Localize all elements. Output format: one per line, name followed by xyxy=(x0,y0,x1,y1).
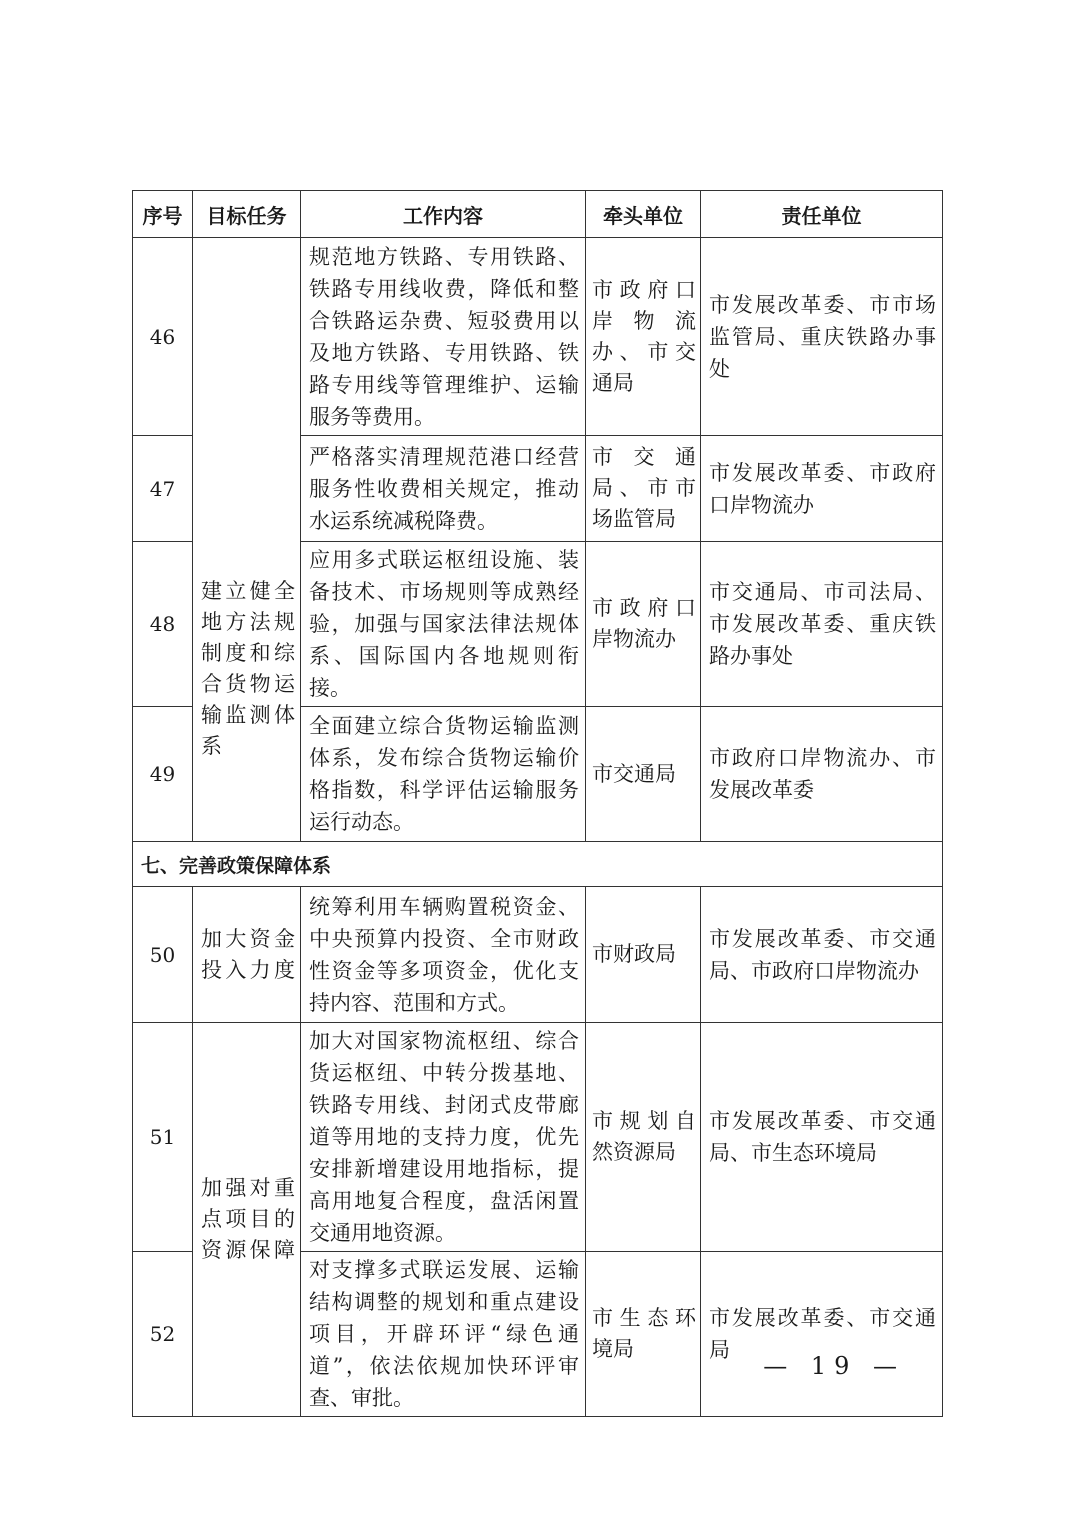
work-content: 全面建立综合货物运输监测体系，发布综合货物运输价格指数，科学评估运输服务运行动态。 xyxy=(301,707,586,842)
work-content: 对支撑多式联运发展、运输结构调整的规划和重点建设项目，开辟环评“绿色通道”，依法依规加快环评审查、审批。 xyxy=(301,1252,586,1417)
lead-unit: 市交通局、市市场监管局 xyxy=(586,436,701,542)
header-responsible: 责任单位 xyxy=(701,191,943,238)
target-task: 加大资金投入力度 xyxy=(193,887,301,1023)
header-no: 序号 xyxy=(133,191,193,238)
lead-unit: 市规划自然资源局 xyxy=(586,1023,701,1252)
responsible-unit: 市政府口岸物流办、市发展改革委 xyxy=(701,707,943,842)
table-row xyxy=(133,887,943,1023)
work-content: 加大对国家物流枢纽、综合货运枢纽、中转分拨基地、铁路专用线、封闭式皮带廊道等用地的支持力度，优先安排新增建设用地指标，提高用地复合程度，盘活闲置交通用地资源。 xyxy=(301,1023,586,1252)
responsible-unit: 市发展改革委、市交通局、市政府口岸物流办 xyxy=(701,887,943,1023)
responsible-unit: 市发展改革委、市交通局 xyxy=(701,1252,943,1417)
target-task: 加强对重点项目的资源保障 xyxy=(193,1023,301,1417)
lead-unit: 市政府口岸物流办、市交通局 xyxy=(586,238,701,436)
lead-unit: 市政府口岸物流办 xyxy=(586,542,701,707)
header-content: 工作内容 xyxy=(301,191,586,238)
lead-unit: 市财政局 xyxy=(586,887,701,1023)
row-number: 49 xyxy=(133,707,193,842)
row-number: 46 xyxy=(133,238,193,436)
section-title: 七、完善政策保障体系 xyxy=(133,842,943,887)
row-number: 52 xyxy=(133,1252,193,1417)
table-row xyxy=(133,238,943,436)
section-row xyxy=(133,842,943,887)
target-task-text: 建立健全地方法规制度和综合货物运输监测体系 xyxy=(201,579,296,758)
table-header-row xyxy=(133,191,943,238)
row-number: 51 xyxy=(133,1023,193,1252)
page-number xyxy=(0,1352,1075,1380)
target-task-text-part1 xyxy=(201,576,296,762)
page-number-text: — 19 — xyxy=(763,1352,905,1380)
table-row xyxy=(133,1023,943,1252)
header-task: 目标任务 xyxy=(193,191,301,238)
work-content: 应用多式联运枢纽设施、装备技术、市场规则等成熟经验，加强与国家法律法规体系、国际国内各地规则衔接。 xyxy=(301,542,586,707)
work-content: 统筹利用车辆购置税资金、中央预算内投资、全市财政性资金等多项资金，优化支持内容、范围和方式。 xyxy=(301,887,586,1023)
work-content: 规范地方铁路、专用铁路、铁路专用线收费，降低和整合铁路运杂费、短驳费用以及地方铁路、专用铁路、铁路专用线等管理维护、运输服务等费用。 xyxy=(301,238,586,436)
responsible-unit: 市发展改革委、市政府口岸物流办 xyxy=(701,436,943,542)
row-number: 48 xyxy=(133,542,193,707)
header-lead: 牵头单位 xyxy=(586,191,701,238)
target-task xyxy=(193,238,301,842)
lead-unit: 市生态环境局 xyxy=(586,1252,701,1417)
policy-table xyxy=(132,190,943,1417)
row-number: 50 xyxy=(133,887,193,1023)
lead-unit: 市交通局 xyxy=(586,707,701,842)
responsible-unit: 市发展改革委、市交通局、市生态环境局 xyxy=(701,1023,943,1252)
work-content: 严格落实清理规范港口经营服务性收费相关规定，推动水运系统减税降费。 xyxy=(301,436,586,542)
responsible-unit: 市发展改革委、市市场监管局、重庆铁路办事处 xyxy=(701,238,943,436)
row-number: 47 xyxy=(133,436,193,542)
responsible-unit: 市交通局、市司法局、市发展改革委、重庆铁路办事处 xyxy=(701,542,943,707)
